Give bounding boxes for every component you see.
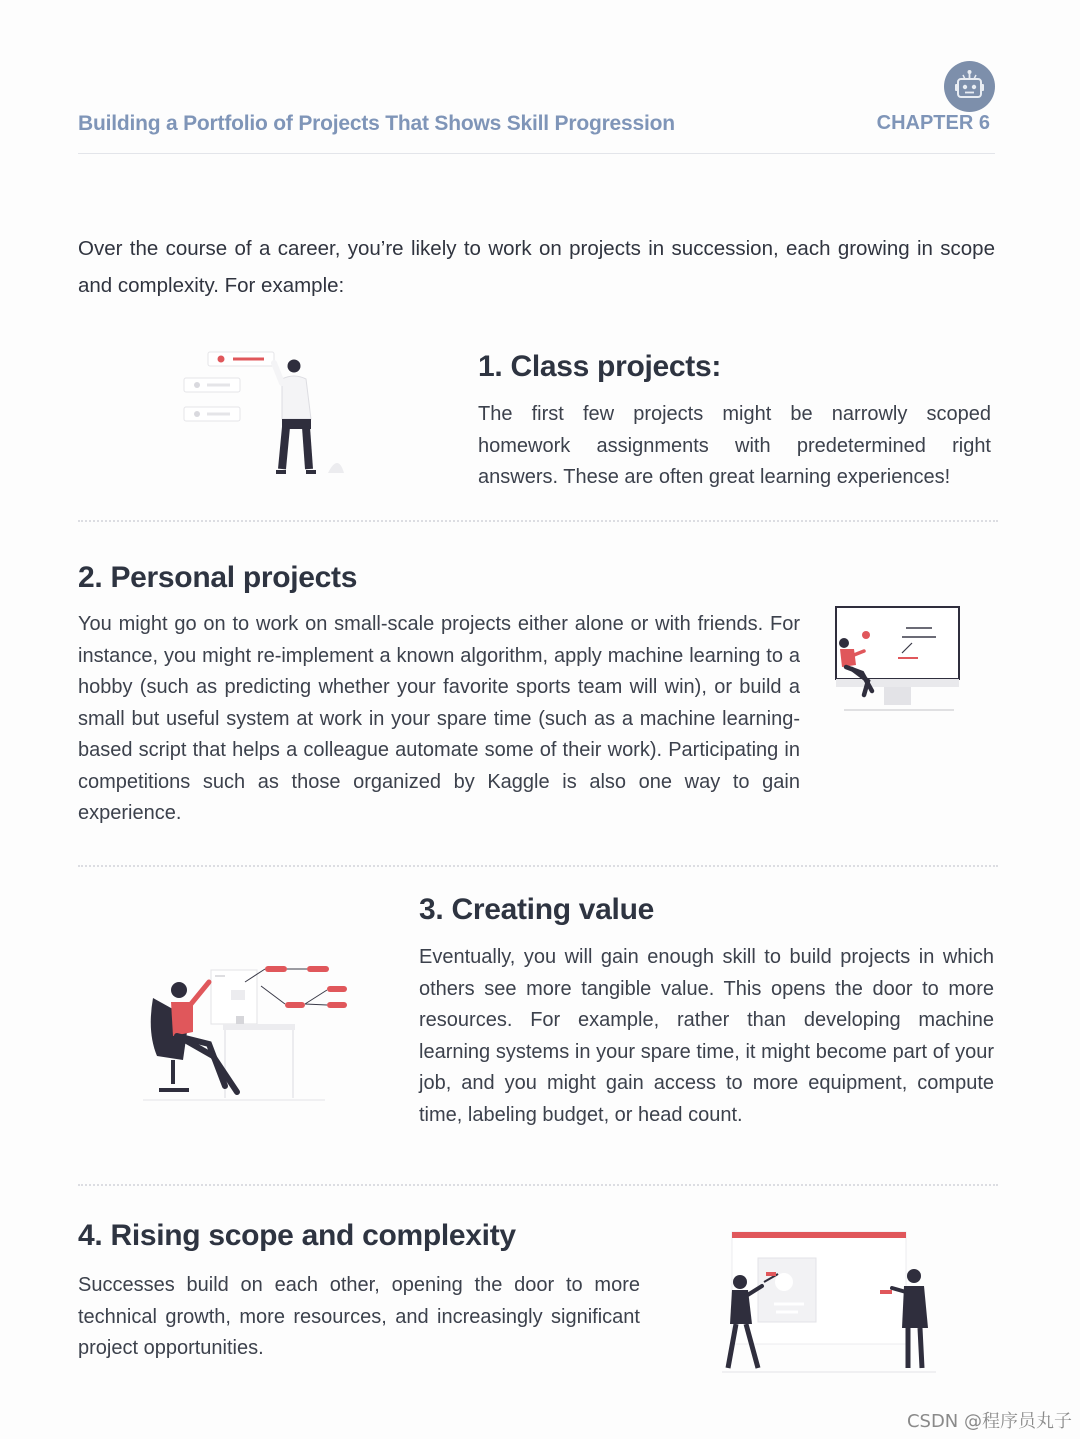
section-3-body: Eventually, you will gain enough skill to build projects in which others see more tangible value. This opens the door to more resources. For example, rather than developing machine learning systems in your spare time, it might become part of your job, and you might gain access to more equipment, compute time, labeling budget, or head count. — [419, 946, 994, 1126]
intro-paragraph: Over the course of a career, you’re likely to work on projects in succession, each growing in scope and complexity. For example: — [78, 237, 995, 297]
section-2-body: You might go on to work on small-scale projects either alone or with friends. For instance, you might re-implement a known algorithm, apply machine learning to a hobby (such as predicting whether your favorite sports team will win), or build a small but useful system at work in your spare time (such as a machine learning-based script that helps a colleague automate some of their work). Participating in competitions such as those organized by Kaggle is also one way to gain experience. — [78, 613, 800, 824]
person-on-monitor-illustration — [832, 603, 967, 715]
robot-icon — [944, 61, 995, 112]
section-divider — [78, 520, 998, 522]
section-1-body: The first few projects might be narrowly scoped homework assignments with predetermined right answers. These are often great learning experiences! — [478, 403, 991, 488]
section-divider — [78, 1184, 998, 1186]
section-4-title: 4. Rising scope and complexity — [78, 1219, 516, 1252]
section-2-title: 2. Personal projects — [78, 561, 358, 594]
chapter-badge — [944, 61, 995, 112]
source-watermark: CSDN @程序员丸子 — [906, 1411, 1072, 1432]
person-at-board-illustration — [178, 345, 353, 480]
section-divider — [78, 865, 998, 867]
person-at-desk-illustration — [133, 960, 355, 1105]
page-header-title: Building a Portfolio of Projects That Shows Skill Progression — [78, 112, 675, 135]
chapter-label: CHAPTER 6 — [876, 112, 990, 134]
header-divider — [78, 153, 995, 154]
section-4-body: Successes build on each other, opening the door to more technical growth, more resources, and increasingly significant project opportunities. — [78, 1274, 640, 1359]
section-1-title: 1. Class projects: — [478, 350, 722, 383]
section-3-title: 3. Creating value — [419, 893, 654, 926]
two-people-presenting-illustration — [718, 1228, 940, 1378]
